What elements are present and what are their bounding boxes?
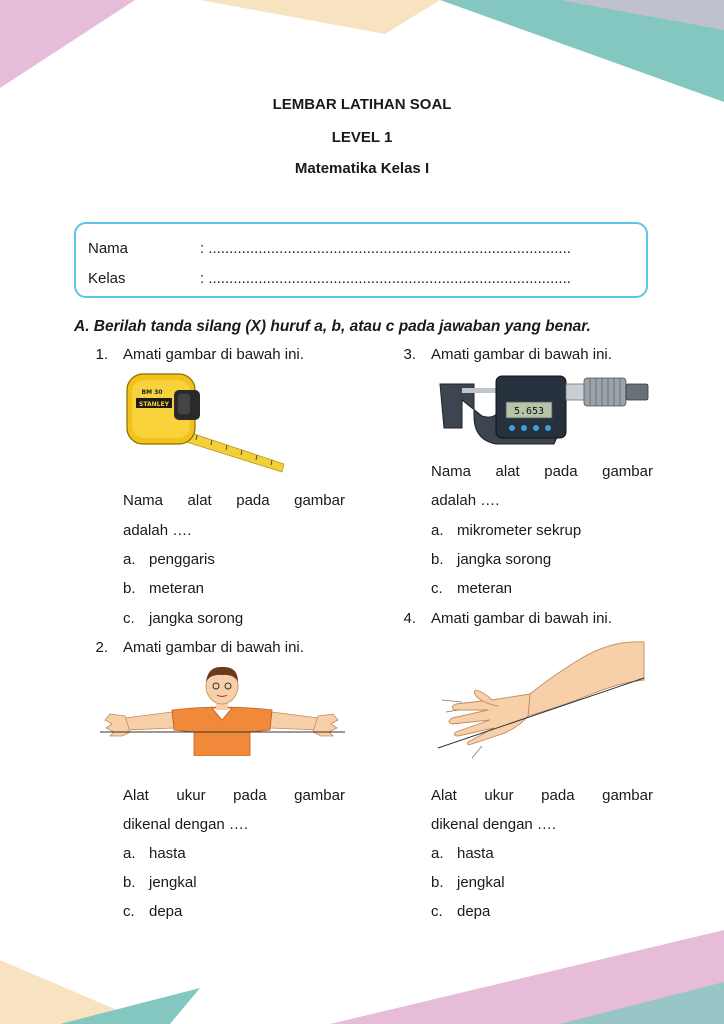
- question-number: 1.: [95, 346, 108, 363]
- option-b[interactable]: b. jengkal: [431, 874, 505, 891]
- question-number: 4.: [403, 610, 416, 627]
- deco-top-left-pink: [0, 0, 135, 88]
- option-b[interactable]: b. meteran: [123, 580, 205, 597]
- person-arms-outstretched-image: [100, 664, 345, 756]
- deco-top-yellow: [200, 0, 440, 34]
- micrometer-readout: 5.653: [513, 406, 545, 417]
- question-stem-line: Nama alat pada gambar: [123, 492, 345, 509]
- name-row: [88, 240, 571, 257]
- question-prompt: Amati gambar di bawah ini.: [431, 610, 612, 627]
- option-c[interactable]: c. meteran: [431, 580, 513, 597]
- option-a[interactable]: a. penggaris: [123, 551, 215, 568]
- forearm-hand-image: [432, 640, 650, 770]
- identity-box: [74, 222, 648, 298]
- option-c[interactable]: c. depa: [123, 903, 183, 920]
- option-a[interactable]: a. hasta: [123, 845, 186, 862]
- tape-brand-text: STANLEY: [139, 401, 169, 408]
- question-stem-end: dikenal dengan ….: [431, 816, 557, 833]
- name-label: Nama: [88, 240, 129, 257]
- question-stem-line: Nama alat pada gambar: [431, 463, 653, 480]
- class-row: [88, 270, 571, 287]
- level-title: LEVEL 1: [331, 129, 393, 146]
- micrometer-image: [434, 370, 652, 454]
- question-prompt: Amati gambar di bawah ini.: [431, 346, 612, 363]
- question-stem-line: Alat ukur pada gambar: [123, 787, 345, 804]
- subject-title: Matematika Kelas I: [294, 160, 430, 177]
- option-b[interactable]: b. jengkal: [123, 874, 197, 891]
- question-prompt: Amati gambar di bawah ini.: [123, 639, 304, 656]
- section-instruction: A. Berilah tanda silang (X) huruf a, b, atau c pada jawaban yang benar.: [74, 318, 591, 335]
- name-field[interactable]: : .......................................................................................: [200, 240, 571, 257]
- class-field[interactable]: : .......................................................................................: [200, 270, 571, 287]
- question-number: 2.: [95, 639, 108, 656]
- question-stem-end: adalah ….: [431, 492, 500, 509]
- question-stem-end: dikenal dengan ….: [123, 816, 249, 833]
- question-stem-end: adalah ….: [123, 522, 192, 539]
- question-number: 3.: [403, 346, 416, 363]
- tape-measure-image: [122, 368, 287, 478]
- option-a[interactable]: a. mikrometer sekrup: [431, 522, 582, 539]
- question-prompt: Amati gambar di bawah ini.: [123, 346, 304, 363]
- option-a[interactable]: a. hasta: [431, 845, 494, 862]
- question-stem-line: Alat ukur pada gambar: [431, 787, 653, 804]
- class-label: Kelas: [88, 270, 126, 287]
- option-b[interactable]: b. jangka sorong: [431, 551, 552, 568]
- worksheet-title: LEMBAR LATIHAN SOAL: [272, 96, 452, 113]
- tape-model-text: BM 30: [141, 389, 163, 396]
- option-c[interactable]: c. jangka sorong: [123, 610, 244, 627]
- option-c[interactable]: c. depa: [431, 903, 491, 920]
